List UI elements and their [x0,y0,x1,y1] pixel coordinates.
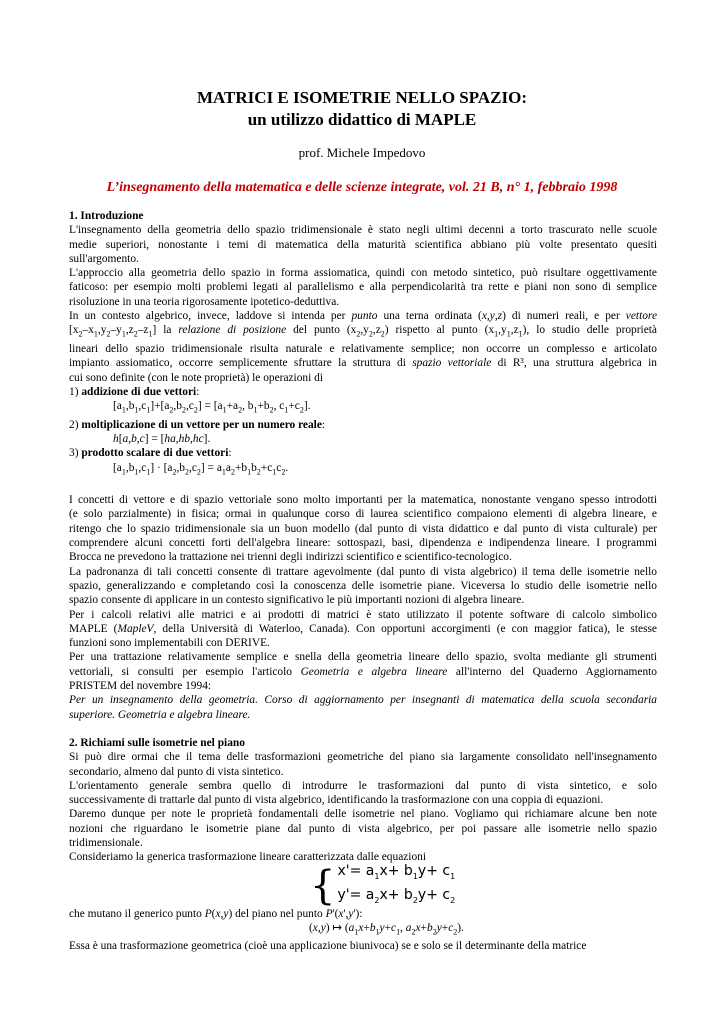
section-1-heading: 1. Introduzione [69,210,144,222]
paragraph-line: Consideriamo la generica trasformazione lineare caratterizzata dalle equazioni [69,851,427,864]
paragraph-line: cui sono definite (con le note proprietà) le operazioni di [69,371,323,384]
paragraph-line: L'orientamento generale sembra quello di introdurre le trasformazioni dal punto di vista sintetico, e solo [69,779,657,792]
paragraph-line: funzioni sono implementabili con DERIVE. [69,637,270,650]
formula-addition: $[a_1,b_1,c_1]+[a_2,b_2,c_2] = [a_1+a_2$, $b_1+b_2$, $c_1+c_2$]. [113,400,311,415]
paragraph-line: La padronanza di tali concetti consente di trattare agevolmente (dal punto di vista algebrico) il tema delle isometrie nello [69,565,657,578]
paragraph-line: faticoso: per esempio molti problemi legati al parallelismo e alla perpendicolarità tra rette e piani non sono di semplice [69,281,657,294]
equation-x: $x'= a_1x+ b_1y+ c_1$ [337,862,456,881]
paragraph-line: secondario, almeno dal punto di vista sintetico. [69,765,284,778]
section-2-heading: 2. Richiami sulle isometrie nel piano [69,736,245,749]
author: prof. Michele Impedovo [298,145,426,160]
paragraph-line: nozioni che riguardano le isometrie piane dal punto di vista algebrico, per poi passare alle isometrie nello spazio [69,822,657,835]
paragraph-line: tridimensionale. [69,837,143,850]
paragraph-line: (e solo parzialmente) in fisica; ormai in qualunque corso di laurea scientifico compaiono elementi di algebra lineare, e [69,508,657,521]
paragraph-line: superiore. Geometria e algebra lineare. [69,708,251,721]
paragraph-line: In un contesto algebrico, invece, laddove si intenda per punto una terna ordinata (x,y,z) di numeri reali, e per vettore [69,310,657,323]
paragraph-line: I concetti di vettore e di spazio vettoriale sono molto importanti per la matematica, nonostante vengano spesso introdotti [69,494,657,507]
paragraph-line: Per i calcoli relativi alle matrici e ai prodotti di matrici è stato utilizzato il potente software di calcolo simbolico [69,608,657,621]
formula-mapping: (x,y) ↦ ($a_1x+b_1y+c_1$, $a_2x+b_2y+c_2$). [309,921,464,937]
paragraph-line: vettoriali, si consulti per esempio l'articolo Geometria e algebra lineare all'interno del Quaderno Aggiornamento [69,665,657,678]
body-text [69,209,657,954]
paragraph-line: medie superiori, nonostante i temi di matematica della maturità scientifica abbiano più volte presentato quesiti [69,238,657,251]
formula-dot-product: $[a_1,b_1,c_1] \cdot [a_2,b_2,c_2] = a_1a_2+b_1b_2+c_1c_2$. [113,461,289,476]
paragraph-line: $[x_2-x_1,y_2-y_1,z_2-z_1]$ la relazione di posizione del punto $(x_2,y_2,z_2)$ rispetto al punto $(x_1,y_1,z_1)$, lo studio delle proprietà [69,324,657,339]
formula-scalar-multiplication: h[a,b,c] = [ha,hb,hc]. [113,433,211,446]
paragraph-line: spazio consente di applicare in un contesto significativo le più importanti nozioni di algebra lineare. [69,594,525,607]
equation-system [310,862,657,909]
paragraph-line: impianto assiomatico, occorre semplicemente sfruttare la struttura di spazio vettoriale di R³, una struttura algebrica in [69,357,657,370]
paragraph-line: PRISTEM del novembre 1994: [69,680,212,693]
paragraph-line: L'insegnamento della geometria dello spazio tridimensionale è stato negli ultimi decenni a torto trascurato nelle scuole [69,224,657,237]
paragraph-line: risoluzione in una teoria rigorosamente ipotetico-deduttiva. [69,295,340,308]
paragraph-line: Essa è una trasformazione geometrica (cioè una applicazione biunivoca) se e solo se il determinante della matrice [69,940,587,953]
equation-y: $y'= a_2x+ b_2y+ c_2$ [337,886,456,905]
paragraph-line: Per una trattazione relativamente semplice e snella della geometria lineare dello spazio, svolta mediante gli strumenti [69,651,657,664]
paragraph-line: Per un insegnamento della geometria. Corso di aggiornamento per insegnanti di matematica della scuola secondaria [69,694,657,707]
paragraph-line: comprendere alcuni concetti forti dell'algebra lineare: sottospazi, basi, dipendenza e indipendenza lineare. I programmi [69,537,657,550]
operation-1: 1) addizione di due vettori: [69,385,200,398]
paragraph-line: successivamente di trattarle dal punto di vista algebrico, identificando la trasformazione con una coppia di equazioni. [69,794,604,807]
operation-3: 3) prodotto scalare di due vettori: [69,447,232,460]
paragraph-line: che mutano il generico punto P(x,y) del piano nel punto P'(x',y'): [69,907,363,920]
title-line-1: MATRICI E ISOMETRIE NELLO SPAZIO: [197,88,527,107]
paragraph-line: L'approccio alla geometria dello spazio in forma assiomatica, quindi con metodo sintetico, può risultare oggettivamente [69,267,657,280]
journal-citation: L’insegnamento della matematica e delle scienze integrate, vol. 21 B, n° 1, febbraio 1998 [106,180,618,195]
brace-icon: { [310,862,336,909]
paragraph-line: sull'argomento. [69,252,139,265]
paragraph-line: Daremo dunque per note le proprietà fondamentali delle isometrie nel piano. Vogliamo qui richiamare alcune ben note [69,808,657,821]
paragraph-line: lineari dello spazio tridimensionale risulta naturale e relativamente semplice; non occorre un complesso e articolato [69,342,657,355]
paragraph-line: spazio, generalizzando e completando così la conoscenza delle isometrie piane. Viceversa lo studio delle isometrie nello [69,579,657,592]
paragraph-line: MAPLE (MapleV, della Università di Waterloo, Canada). Con opportuni accorgimenti (e con maggior fatica), le stesse [69,622,657,635]
paragraph-line: ritengo che lo spazio tridimensionale sia un buon modello (dal punto di vista didattico e dal punto di vista culturale) per [69,522,657,535]
paragraph-line: Brocca ne prevedono la trattazione nei trienni degli indirizzi scientifico e scientifico-tecnologico. [69,551,512,564]
operation-2: 2) moltiplicazione di un vettore per un numero reale: [69,418,326,431]
paragraph-line: Si può dire ormai che il tema delle trasformazioni geometriche del piano sia largamente consolidato nell'insegnamento [69,751,657,764]
title-line-2: un utilizzo didattico di MAPLE [247,110,477,129]
